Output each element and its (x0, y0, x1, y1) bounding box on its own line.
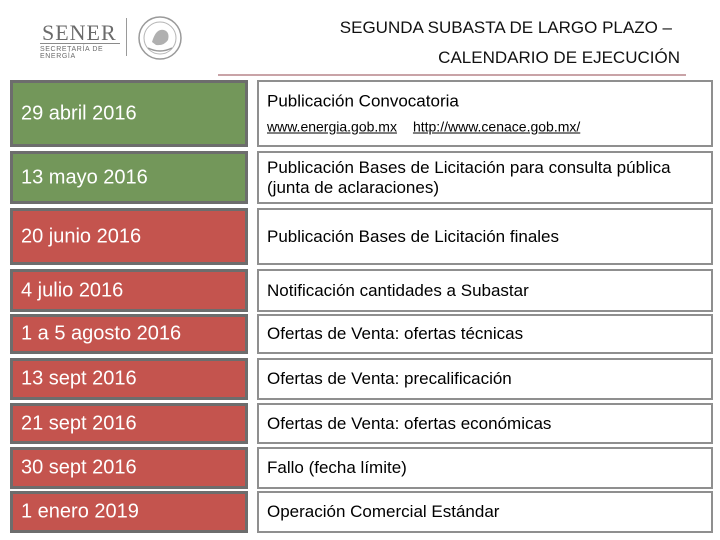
date-text: 13 sept 2016 (21, 367, 137, 390)
description-cell (257, 403, 713, 444)
description-cell (257, 80, 713, 147)
description-text: Notificación cantidades a Subastar (267, 280, 529, 300)
date-cell (10, 269, 248, 312)
description-text: Operación Comercial Estándar (267, 502, 500, 521)
schedule-row (10, 208, 713, 265)
logo-divider (126, 18, 127, 56)
date-cell (10, 208, 248, 265)
description-text: Ofertas de Venta: ofertas económicas (267, 413, 552, 433)
description-cell (257, 358, 713, 400)
schedule-row (10, 314, 713, 354)
cenace-link[interactable]: http://www.cenace.gob.mx/ (412, 118, 581, 134)
date-text: 21 sept 2016 (21, 412, 137, 434)
date-cell (10, 314, 248, 354)
date-text: 30 sept 2016 (21, 456, 137, 479)
description-cell (257, 491, 713, 533)
description-cell (257, 151, 713, 204)
date-cell (10, 447, 248, 489)
description-cell (257, 447, 713, 489)
date-text: 4 julio 2016 (21, 279, 124, 301)
date-text: 20 junio 2016 (21, 225, 142, 247)
description-text: Ofertas de Venta: ofertas técnicas (267, 324, 524, 343)
date-cell (10, 403, 248, 444)
sener-logo-subtitle: SECRETARÍA DE ENERGÍA (40, 43, 120, 60)
date-text: 13 mayo 2016 (21, 166, 148, 188)
description-cell (257, 314, 713, 354)
date-cell (10, 358, 248, 400)
description-text: Publicación Bases de Licitación finales (267, 226, 560, 246)
date-text: 1 a 5 agosto 2016 (21, 322, 182, 345)
schedule-row (10, 80, 713, 147)
schedule-row (10, 358, 713, 400)
national-seal-icon (134, 14, 194, 62)
schedule-row (10, 447, 713, 489)
description-cell (257, 269, 713, 312)
schedule-row (10, 403, 713, 444)
date-text: 29 abril 2016 (21, 102, 137, 124)
description-text: Publicación Bases de Licitación para consulta pública (junta de aclaraciones) (267, 157, 671, 197)
page-title-line2: CALENDARIO DE EJECUCIÓN (438, 48, 680, 67)
energia-link[interactable]: www.energia.gob.mx (267, 118, 397, 134)
description-text: Publicación Convocatoria (267, 91, 459, 110)
description-cell (257, 208, 713, 265)
schedule-row (10, 269, 713, 312)
description-text: Fallo (fecha límite) (267, 458, 407, 477)
title-underline (218, 74, 686, 76)
sener-logo: SENER (42, 20, 117, 45)
date-cell (10, 491, 248, 533)
schedule-row (10, 491, 713, 533)
description-text: Ofertas de Venta: precalificación (267, 369, 512, 388)
page-title-line1: SEGUNDA SUBASTA DE LARGO PLAZO – (339, 18, 672, 37)
date-cell (10, 80, 248, 147)
schedule-row (10, 151, 713, 204)
header (0, 0, 720, 75)
date-text: 1 enero 2019 (21, 500, 139, 523)
date-cell (10, 151, 248, 204)
